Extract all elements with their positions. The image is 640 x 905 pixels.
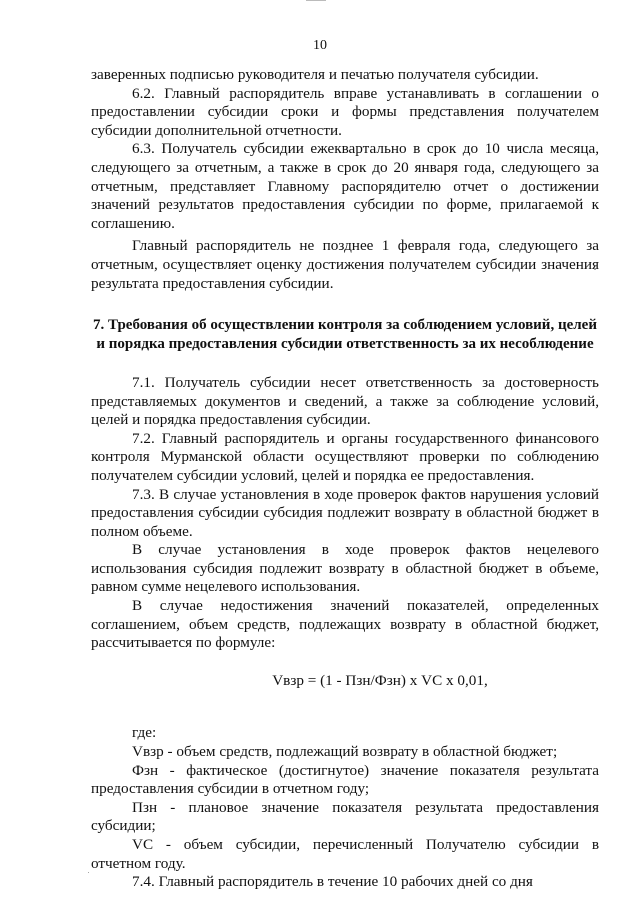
paragraph: 7.4. Главный распорядитель в течение 10 рабочих дней со дня [132,873,533,891]
paragraph: заверенных подписью руководителя и печатью получателя субсидии. [91,66,539,83]
formula: Vвзр = (1 - Пзн/Фзн) х VC х 0,01, [272,671,488,689]
definition-item: VC - объем субсидии, перечисленный Получателю субсидии в отчетном году. [91,836,599,872]
paragraph: 7.2. Главный распорядитель и органы государственного финансового контроля Мурманской области осуществляют проверки по соблюдению получателем субсидии условий, целей и порядка ее предоставления. [91,429,599,484]
paragraph: 7.3. В случае установления в ходе проверок фактов нарушения условий предоставления субсидии субсидия подлежит возврату в областной бюджет в полном объеме. [91,485,599,540]
paragraph: В случае недостижения значений показателей, определенных соглашением, объем средств, подлежащих возврату в областной бюджет, рассчитывается по формуле: [91,597,599,652]
definition-item: Vвзр - объем средств, подлежащий возврату в областной бюджет; [132,743,558,761]
definition-item: Фзн - фактическое (достигнутое) значение показателя результата предоставления субсидии в отчетном году; [91,761,599,798]
section-heading: 7. Требования об осуществлении контроля за соблюдением условий, целей и порядка предоставления субсидии ответственность за их несоблюдение [93,317,597,352]
page-number: 10 [313,38,327,53]
scan-mark [306,0,326,1]
paragraph: В случае установления в ходе проверок фактов нецелевого использования субсидия подлежит возврату в областной бюджет в объеме, равном сумме нецелевого использования. [91,541,599,596]
paragraph: 6.3. Получатель субсидии ежеквартально в срок до 10 числа месяца, следующего за отчетным, а также в срок до 20 января года, следующего за отчетным, представляет Главному распорядителю отчет о достижении значений результатов предоставления субсидии по форме, прилагаемой к соглашению. [91,140,599,232]
paragraph: 7.1. Получатель субсидии несет ответственность за достоверность представляемых документов и сведений, а также за соблюдение условий, целей и порядка предоставления субсидии. [91,373,599,429]
where-label: где: [132,724,157,742]
paragraph: Главный распорядитель не позднее 1 февраля года, следующего за отчетным, осуществляет оценку достижения получателем субсидии значения результата предоставления субсидии. [91,237,599,292]
paragraph: 6.2. Главный распорядитель вправе устанавливать в соглашении о предоставлении субсидии сроки и формы представления получателем субсидии дополнительной отчетности. [91,84,599,139]
document-body [91,66,599,892]
scan-speck [88,872,89,873]
definition-item: Пзн - плановое значение показателя результата предоставления субсидии; [91,798,599,835]
